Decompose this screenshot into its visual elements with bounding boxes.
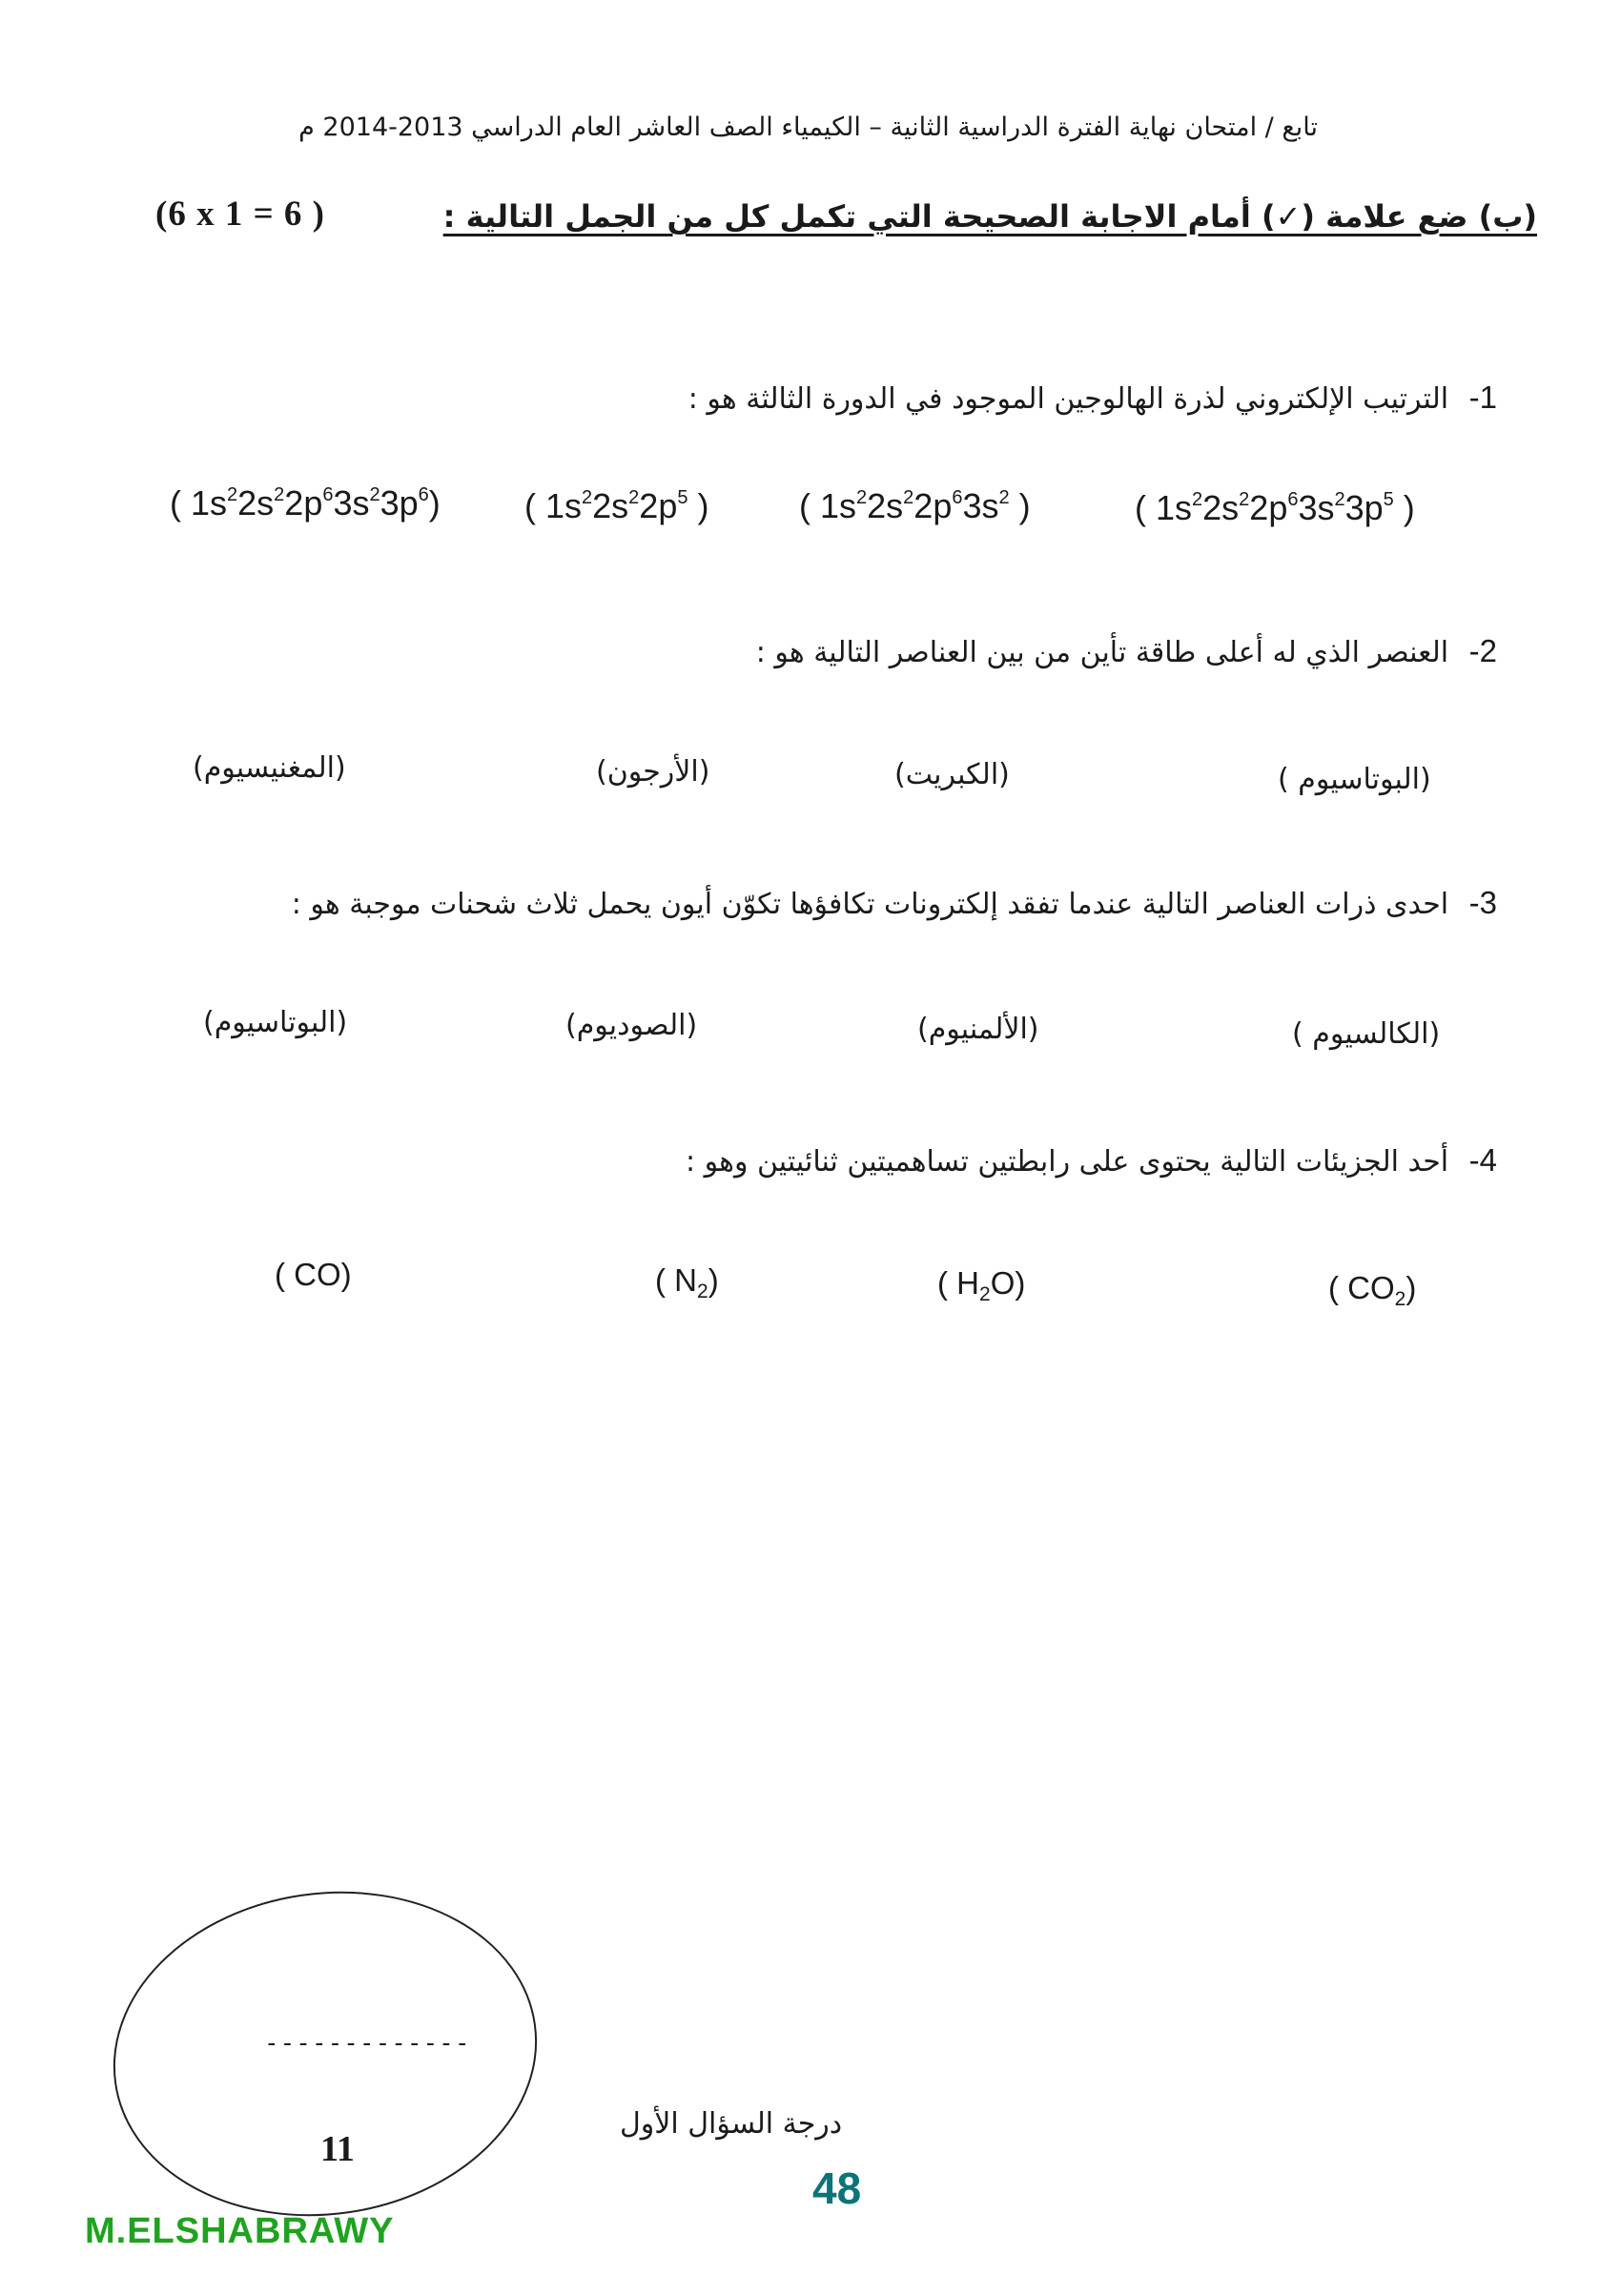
question-score: 11: [320, 2129, 355, 2169]
option-q3-c[interactable]: (الصوديوم): [565, 1009, 698, 1042]
question-1: [688, 379, 1497, 416]
question-text: العنصر الذي له أعلى طاقة تأين من بين العناصر التالية هو :: [755, 636, 1449, 669]
question-3: [292, 885, 1497, 921]
grade-label: درجة السؤال الأول: [620, 2107, 843, 2141]
option-q1-b[interactable]: ( $1s^22s^22p^63s^2$ ): [799, 486, 1031, 525]
exam-header: تابع / امتحان نهاية الفترة الدراسية الثانية – الكيمياء الصف العاشر العام الدراسي 2013-2014 م: [298, 113, 1318, 142]
option-q1-d[interactable]: ( $1s^22s^22p^63s^23p^6$): [170, 483, 441, 523]
page-number: 48: [812, 2163, 862, 2213]
section-title: (ب) ضع علامة (✓) أمام الاجابة الصحيحة التي تكمل كل من الجمل التالية :: [442, 198, 1537, 235]
option-q2-b[interactable]: (الكبريت): [894, 758, 1010, 791]
option-q3-b[interactable]: (الألمنيوم): [917, 1013, 1039, 1046]
option-q3-a[interactable]: (الكالسيوم ): [1292, 1017, 1441, 1051]
question-text: احدى ذرات العناصر التالية عندما تفقد إلكترونات تكافؤها تكوّن أيون يحمل ثلاث شحنات موجبة هو :: [291, 888, 1449, 921]
question-4: [686, 1142, 1497, 1179]
option-q4-c[interactable]: ( $N_2$): [655, 1262, 719, 1302]
option-q1-c[interactable]: ( $1s^22s^22p^5$ ): [524, 486, 709, 525]
question-text: الترتيب الإلكتروني لذرة الهالوجين الموجود في الدورة الثالثة هو :: [687, 382, 1449, 416]
option-q4-b[interactable]: ( $H_2O$): [937, 1265, 1026, 1305]
option-q2-c[interactable]: (الأرجون): [596, 755, 710, 789]
option-q4-d[interactable]: ( CO): [275, 1257, 352, 1292]
option-q2-a[interactable]: (البوتاسيوم ): [1278, 763, 1431, 796]
question-2: [756, 633, 1497, 669]
question-number: 2-: [1468, 633, 1497, 668]
author-watermark: M.ELSHABRAWY: [85, 2211, 395, 2251]
option-q1-a[interactable]: ( $1s^22s^22p^63s^23p^5$ ): [1135, 488, 1415, 527]
section-marks: (6 x 1 = 6 ): [155, 195, 325, 234]
question-text: أحد الجزيئات التالية يحتوى على رابطتين تساهميتين ثنائيتين وهو :: [685, 1145, 1449, 1179]
option-q4-a[interactable]: ( $CO_2$): [1328, 1270, 1417, 1310]
question-number: 3-: [1468, 885, 1497, 920]
question-number: 1-: [1468, 379, 1497, 415]
score-blank-line: -------------: [264, 2029, 471, 2058]
question-number: 4-: [1468, 1142, 1497, 1178]
option-q3-d[interactable]: (البوتاسيوم): [203, 1006, 348, 1039]
option-q2-d[interactable]: (المغنيسيوم): [193, 751, 346, 785]
